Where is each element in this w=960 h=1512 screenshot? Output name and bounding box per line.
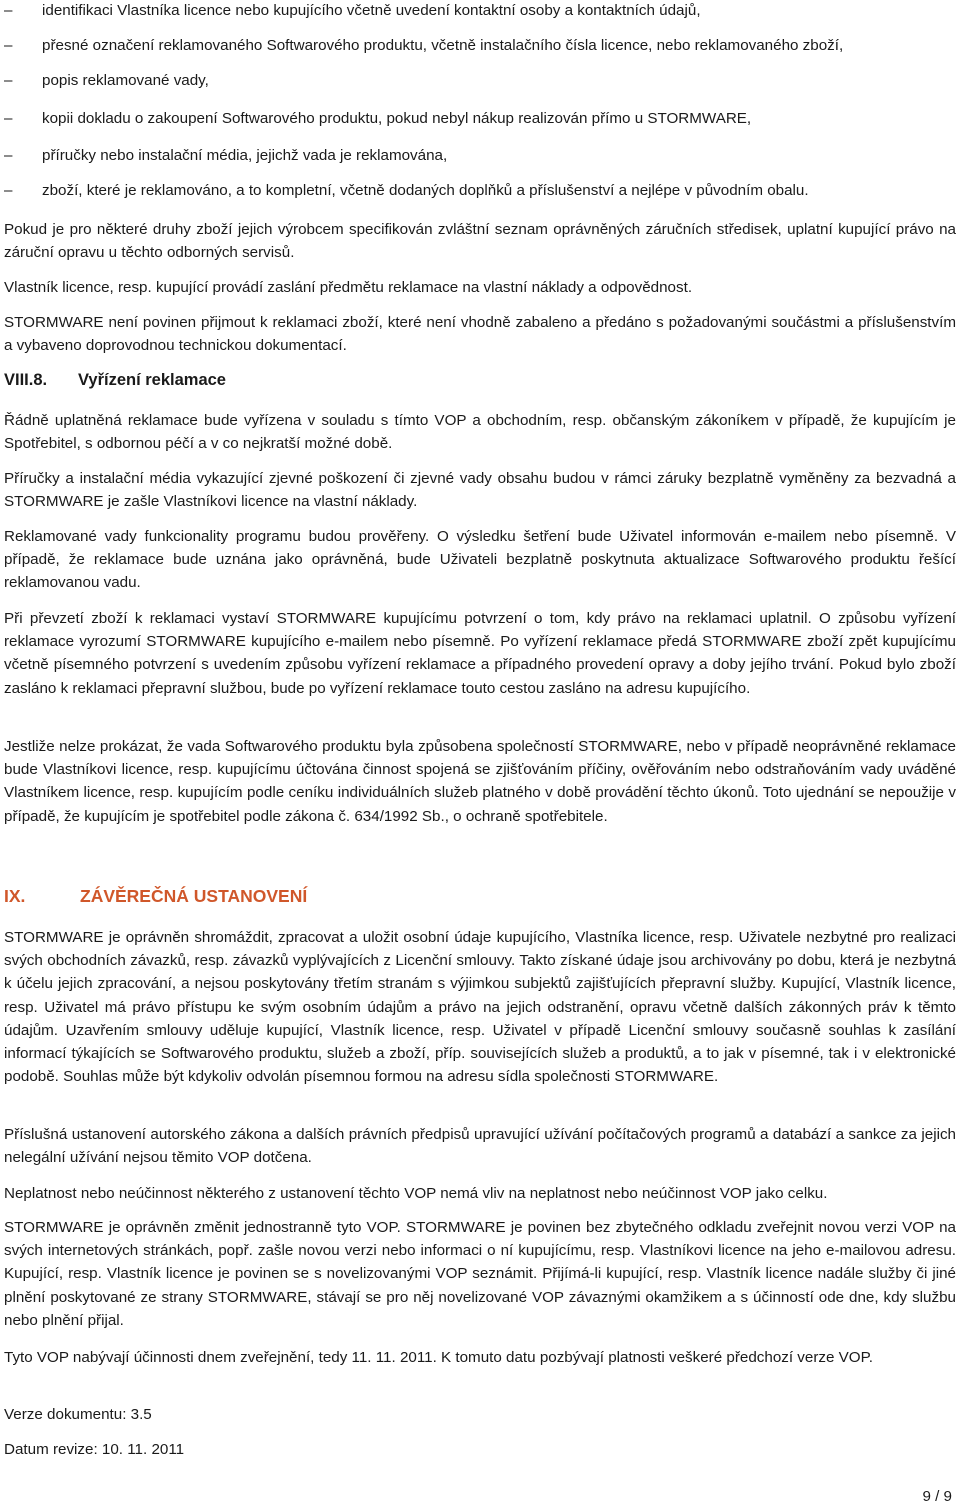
paragraph: Příslušná ustanovení autorského zákona a dalších právních předpisů upravující užívání počítačových programů a databází a sankce za jejich nelegální užívání nejsou těmito VOP dotčena. (4, 1126, 956, 1167)
list-item-text: zboží, které je reklamováno, a to kompletní, včetně dodaných doplňků a příslušenství a nejlépe v původním obalu. (42, 182, 809, 199)
list-item-text: přesné označení reklamovaného Softwarového produktu, včetně instalačního čísla licence, nebo reklamovaného zboží, (42, 37, 844, 54)
dash-bullet: – (4, 37, 13, 54)
list-item (0, 144, 960, 168)
paragraph: Tyto VOP nabývají účinnosti dnem zveřejnění, tedy 11. 11. 2011. K tomuto datu pozbývají platnosti veškeré předchozí verze VOP. (4, 1349, 873, 1366)
dash-bullet: – (4, 110, 13, 127)
dash-bullet: – (4, 147, 13, 164)
dash-bullet: – (4, 72, 13, 89)
section-title: ZÁVĚREČNÁ USTANOVENÍ (80, 886, 308, 906)
revision-date: Datum revize: 10. 11. 2011 (4, 1441, 185, 1458)
list-item (0, 69, 960, 93)
section-heading (4, 371, 226, 390)
paragraph: STORMWARE je oprávněn shromáždit, zpracovat a uložit osobní údaje kupujícího, Vlastníka licence, resp. Uživatele nezbytné pro realizaci svých obchodních závazků, resp. závazků vyplývajících z Licenční smlouvy. Takto získané údaje jsou archivovány po dobu, která je nezbytná k účelu jejich zpracování, a nejsou poskytovány třetím stranám s výjimkou subjektů zajišťujících přepravní služby. Kupující, Vlastník licence, resp. Uživatel má právo přístupu ke svým osobním údajům a právo na jejich odstranění, opravu včetně dalších zákonných práv k těmto údajům. Uzavřením smlouvy uděluje kupující, Vlastník licence, resp. Uživatel v případě Licenční smlouvy současně souhlas k zasílání informací týkajících se Softwarového produktu, služeb a zboží, příp. souvisejících služeb a produktů, a to jak v písemné, tak i v elektronické podobě. Souhlas může být kdykoliv odvolán písemnou formou na adresu sídla společnosti STORMWARE. (4, 929, 956, 1086)
list-item-text: příručky nebo instalační média, jejichž vada je reklamována, (42, 147, 448, 164)
section-heading (4, 886, 307, 907)
list-item (0, 34, 960, 58)
dash-bullet: – (4, 2, 13, 19)
list-item (0, 179, 960, 203)
paragraph: Při převzetí zboží k reklamaci vystaví STORMWARE kupujícímu potvrzení o tom, kdy právo na reklamaci uplatnil. O způsobu vyřízení reklamace vyrozumí STORMWARE kupujícího e-mailem nebo písemně. Po vyřízení reklamace předá STORMWARE zboží zpět kupujícímu včetně písemného potvrzení s uvedením způsobu vyřízení reklamace a případného provedení opravy a doby jejího trvání. Pokud bylo zboží zasláno k reklamaci přepravní službou, bude po vyřízení reklamace touto cestou zasláno na adresu kupujícího. (4, 610, 956, 697)
list-item-text: kopii dokladu o zakoupení Softwarového produktu, pokud nebyl nákup realizován přímo u STORMWARE, (42, 110, 752, 127)
paragraph: Reklamované vady funkcionality programu budou prověřeny. O výsledku šetření bude Uživatel informován e-mailem nebo písemně. V případě, že reklamace bude uznána jako oprávněná, bude Uživateli bezplatně poskytnuta aktualizace Softwarového produktu řešící reklamovanou vadu. (4, 528, 956, 592)
document-version: Verze dokumentu: 3.5 (4, 1406, 152, 1423)
paragraph: Vlastník licence, resp. kupující provádí zaslání předmětu reklamace na vlastní náklady a odpovědnost. (4, 279, 693, 296)
list-item-text: popis reklamované vady, (42, 72, 209, 89)
paragraph: Neplatnost nebo neúčinnost některého z ustanovení těchto VOP nemá vliv na neplatnost nebo neúčinnost VOP jako celku. (4, 1185, 828, 1202)
paragraph: Jestliže nelze prokázat, že vada Softwarového produktu byla způsobena společností STORMWARE, nebo v případě neoprávněné reklamace bude Vlastníkovi licence, resp. kupujícímu účtována činnost spojená se zjišťováním příčiny, ověřováním nebo odstraňováním vady uváděné Vlastníkem licence, resp. kupujícím podle ceníku individuálních služeb platného v době provádění těchto úkonů. Toto ujednání se nepoužije v případě, že kupujícím je spotřebitel podle zákona č. 634/1992 Sb., o ochraně spotřebitele. (4, 738, 956, 825)
section-number: IX. (4, 886, 26, 906)
list-item (0, 107, 960, 131)
paragraph: Řádně uplatněná reklamace bude vyřízena v souladu s tímto VOP a obchodním, resp. občanským zákoníkem v případě, že kupujícím je Spotřebitel, s odbornou péčí a v co nejkratší možné době. (4, 412, 956, 453)
paragraph: Příručky a instalační média vykazující zjevné poškození či zjevné vady obsahu budou v rámci záruky bezplatně vyměněny za bezvadná a STORMWARE je zašle Vlastníkovi licence na vlastní náklady. (4, 470, 956, 511)
page-number: 9 / 9 (922, 1488, 952, 1505)
dash-bullet: – (4, 182, 13, 199)
paragraph: Pokud je pro některé druhy zboží jejich výrobcem specifikován zvláštní seznam oprávněných záručních středisek, uplatní kupující právo na záruční opravu u těchto odborných servisů. (4, 221, 956, 262)
list-item (0, 0, 960, 23)
paragraph: STORMWARE je oprávněn změnit jednostranně tyto VOP. STORMWARE je povinen bez zbytečného odkladu zveřejnit novou verzi VOP na svých internetových stránkách, popř. zašle novou verzi nebo informaci o ní kupujícímu, resp. Vlastníkovi licence na jeho e-mailovou adresu. Kupující, resp. Vlastník licence je povinen se s novelizovanými VOP seznámit. Přijímá-li kupující, resp. Vlastník licence nadále služby či jiné plnění poskytované ze strany STORMWARE, stávají se pro něj novelizované VOP závaznými okamžikem a s účinností ode dne, kdy službu nebo plnění přijal. (4, 1219, 956, 1329)
list-item-text: identifikaci Vlastníka licence nebo kupujícího včetně uvedení kontaktní osoby a kontaktních údajů, (42, 2, 701, 19)
section-number: VIII.8. (4, 371, 48, 389)
section-title: Vyřízení reklamace (78, 371, 226, 389)
paragraph: STORMWARE není povinen přijmout k reklamaci zboží, které není vhodně zabaleno a předáno s požadovanými součástmi a příslušenstvím a vybaveno doprovodnou technickou dokumentací. (4, 314, 956, 355)
